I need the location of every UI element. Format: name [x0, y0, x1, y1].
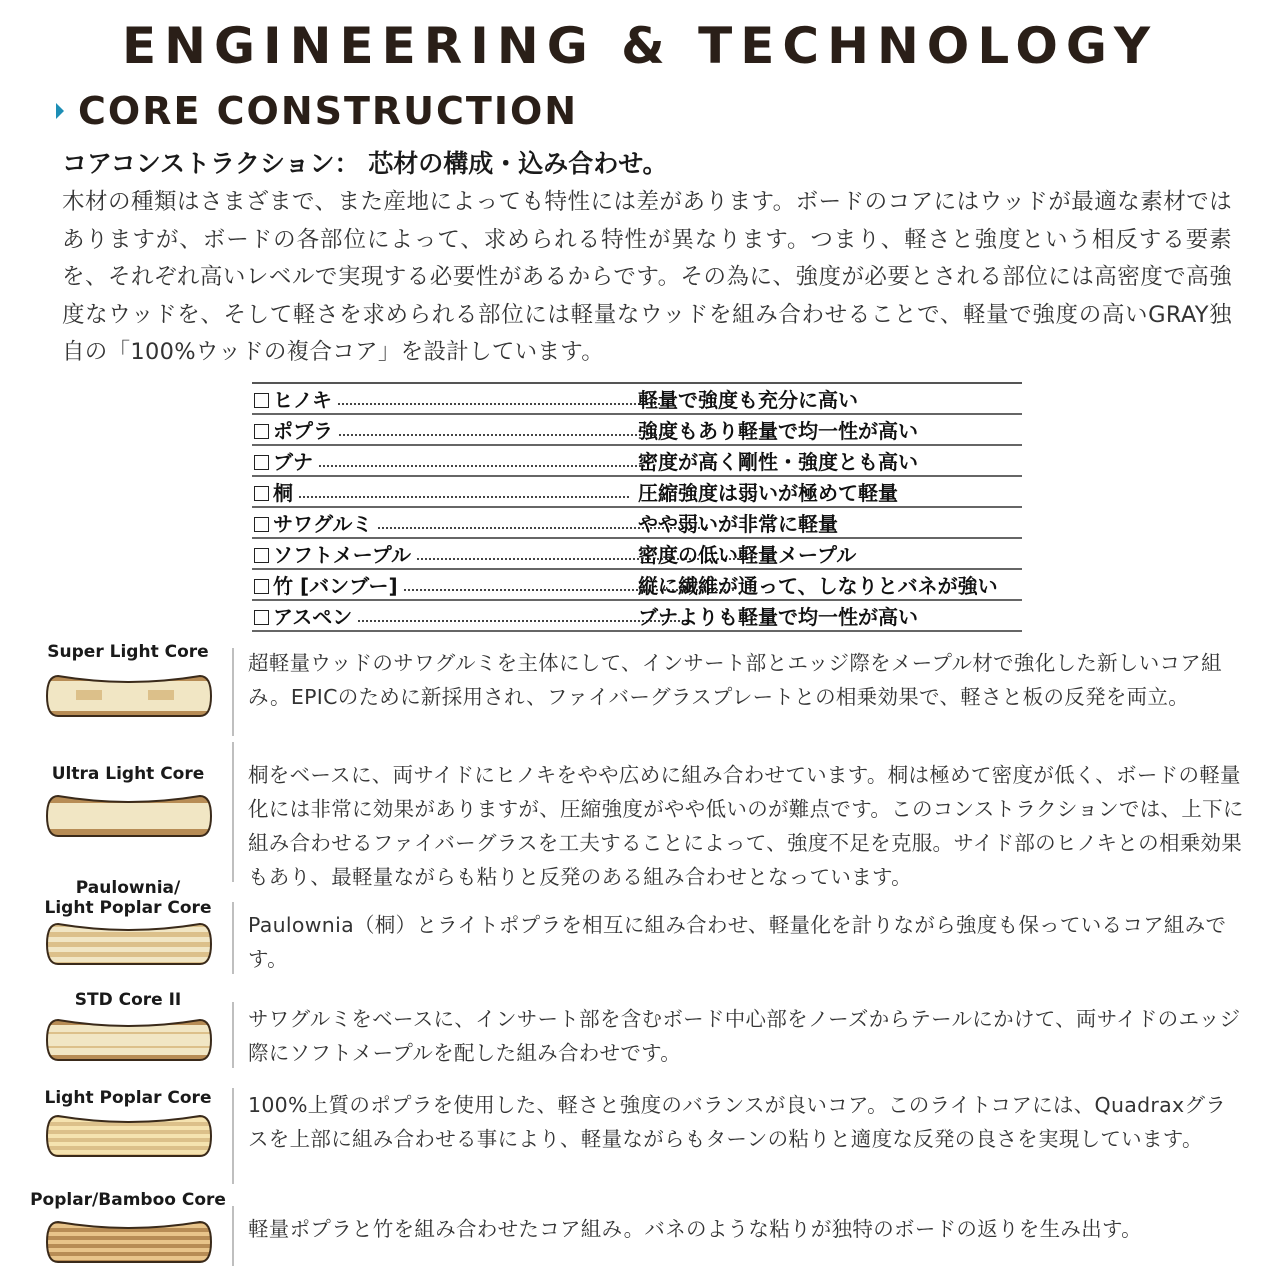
dotted-leader [319, 465, 649, 467]
wood-property: 圧縮強度は弱いが極めて軽量 [638, 481, 898, 505]
wood-row [252, 384, 1022, 415]
wood-row [252, 477, 1022, 508]
wood-property: ブナよりも軽量で均一性が高い [638, 605, 918, 629]
wood-row [252, 601, 1022, 632]
core-board-fill [44, 1220, 214, 1264]
wood-property: 強度もあり軽量で均一性が高い [638, 419, 918, 443]
core-item [0, 640, 1280, 740]
core-name: Light Poplar Core [44, 1088, 212, 1108]
core-name: STD Core II [74, 990, 182, 1010]
checkbox-icon [254, 424, 269, 439]
core-item [0, 1190, 1280, 1276]
wood-row [252, 539, 1022, 570]
core-board-image [44, 1018, 214, 1062]
wood-properties-table [252, 382, 1022, 632]
core-description: Paulownia（桐）とライトポプラを相互に組み合わせ、軽量化を計りながら強度も保っているコア組みです。 [248, 913, 1227, 971]
core-name: Ultra Light Core [51, 764, 205, 784]
triangle-bullet-icon [56, 103, 64, 119]
core-board-image [44, 674, 214, 718]
core-description: 桐をベースに、両サイドにヒノキをやや広めに組み合わせています。桐は極めて密度が低く、ボードの軽量化には非常に効果がありますが、圧縮強度がやや低いのが難点です。このコンストラクションでは、上下に組み合わせるファイバーグラスを工夫することによって、強度不足を克服。サイド部のヒノキとの相乗効果もあり、最軽量ながらも粘りと反発のある組み合わせとなっています。 [248, 763, 1244, 889]
core-item [0, 1088, 1280, 1188]
core-name: Paulownia/ Light Poplar Core [44, 878, 212, 918]
core-board-fill [44, 1114, 214, 1158]
wood-name: ヒノキ [273, 388, 332, 412]
subtitle: コアコンストラクション： 芯材の構成・込み合わせ。 [62, 149, 668, 178]
dotted-leader [299, 496, 629, 498]
wood-property: 密度の低い軽量メープル [638, 543, 857, 567]
wood-row [252, 415, 1022, 446]
core-description: 超軽量ウッドのサワグルミを主体にして、インサート部とエッジ際をメープル材で強化した新しいコア組み。EPICのために新採用され、ファイバーグラスプレートとの相乗効果で、軽さと板の反発を両立。 [248, 651, 1222, 709]
page-title: ENGINEERING & TECHNOLOGY [121, 17, 1159, 75]
section-heading-label: CORE CONSTRUCTION [78, 89, 579, 133]
core-item [0, 878, 1280, 978]
divider [232, 902, 234, 974]
wood-row [252, 446, 1022, 477]
wood-name: ブナ [273, 450, 313, 474]
wood-name: 竹 [バンブー] [273, 574, 398, 598]
core-board-image [44, 922, 214, 966]
wood-row [252, 508, 1022, 539]
wood-name: ソフトメープル [273, 543, 411, 567]
divider [232, 648, 234, 736]
core-board-image [44, 794, 214, 838]
core-description: 軽量ポプラと竹を組み合わせたコア組み。バネのような粘りが独特のボードの返りを生み出す。 [248, 1217, 1142, 1241]
core-name: Super Light Core [47, 642, 209, 662]
divider [232, 1206, 234, 1266]
checkbox-icon [254, 486, 269, 501]
core-item [0, 760, 1280, 889]
wood-property: 軽量で強度も充分に高い [638, 388, 858, 412]
core-board-fill [44, 922, 214, 966]
checkbox-icon [254, 517, 269, 532]
dotted-leader [339, 434, 669, 436]
dotted-leader [338, 403, 668, 405]
core-description: サワグルミをベースに、インサート部を含むボード中心部をノーズからテールにかけて、両サイドのエッジ際にソフトメープルを配した組み合わせです。 [248, 1007, 1241, 1065]
core-name: Poplar/Bamboo Core [30, 1190, 226, 1210]
wood-property: 縦に繊維が通って、しなりとバネが強い [638, 574, 998, 598]
intro-paragraph: 木材の種類はさまざまで、また産地によっても特性には差があります。ボードのコアにはウッドが最適な素材ではありますが、ボードの各部位によって、求められる特性が異なります。つまり、軽さと強度という相反する要素を、それぞれ高いレベルで実現する必要性があるからです。その為に、強度が必要とされる部位には高密度で高強度なウッドを、そして軽さを求められる部位には軽量なウッドを組み合わせることで、軽量で強度の高いGRAY独自の「100%ウッドの複合コア」を設計しています。 [62, 189, 1232, 366]
core-board-fill [44, 674, 214, 718]
checkbox-icon [254, 455, 269, 470]
checkbox-icon [254, 548, 269, 563]
core-board-image [44, 1114, 214, 1158]
core-description: 100%上質のポプラを使用した、軽さと強度のバランスが良いコア。このライトコアには、Quadraxグラスを上部に組み合わせる事により、軽量ながらもターンの粘りと適度な反発の良さを実現しています。 [248, 1093, 1227, 1151]
core-board-fill [44, 794, 214, 838]
wood-name: ポプラ [273, 419, 333, 443]
core-item [0, 988, 1280, 1078]
wood-property: やや弱いが非常に軽量 [638, 512, 838, 536]
divider [232, 1002, 234, 1068]
section-heading [56, 86, 578, 136]
divider [232, 742, 234, 882]
wood-property: 密度が高く剛性・強度とも高い [638, 450, 918, 474]
core-board-image [44, 1220, 214, 1264]
wood-name: 桐 [273, 481, 293, 505]
checkbox-icon [254, 610, 269, 625]
wood-name: アスペン [273, 605, 353, 629]
wood-name: サワグルミ [273, 512, 373, 536]
core-board-fill [44, 1018, 214, 1062]
checkbox-icon [254, 579, 269, 594]
wood-row [252, 570, 1022, 601]
checkbox-icon [254, 393, 269, 408]
divider [232, 1088, 234, 1184]
